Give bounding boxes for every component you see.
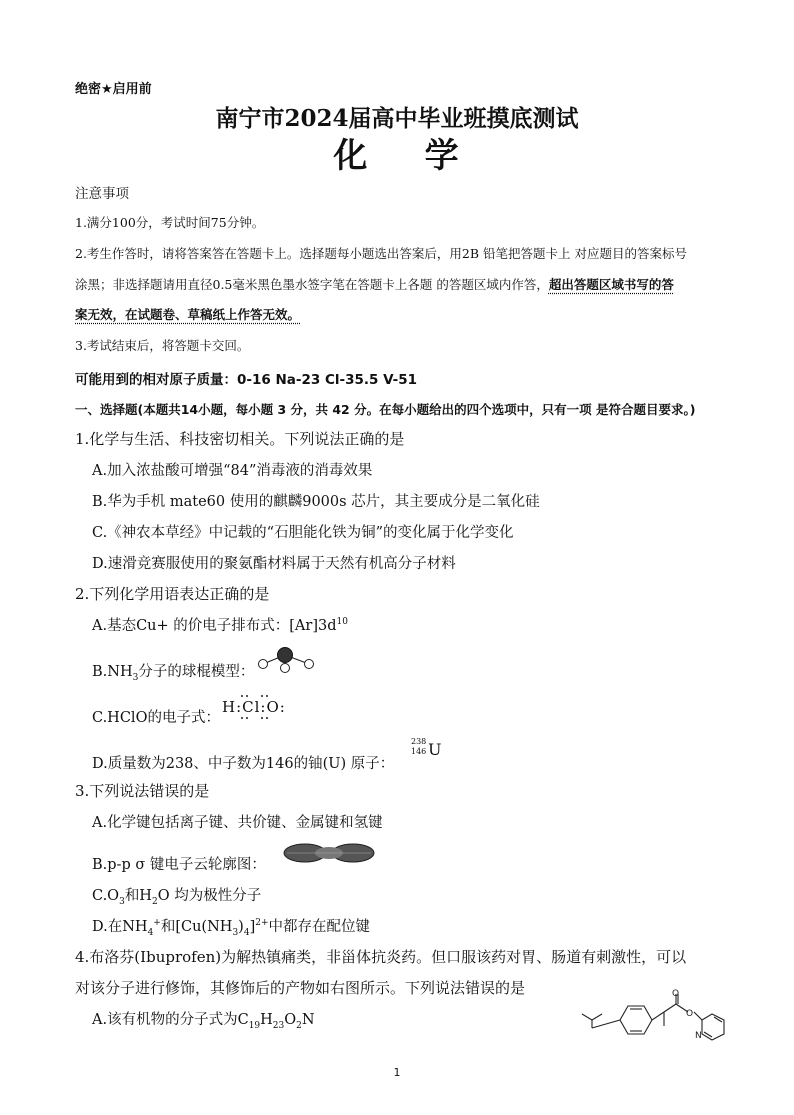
q2-b-text: B.NH [92, 664, 133, 680]
q3-d-sub-1: 4 [147, 927, 154, 938]
ester-oxygen-label: O [686, 1009, 694, 1019]
q3-d-sup-1: + [153, 918, 161, 929]
uranium-nuclide [411, 738, 426, 756]
q2-d-text: D.质量数为238、中子数为146的铀(U) 原子： [92, 756, 395, 772]
q4-a-sub-3: 2 [296, 1020, 302, 1031]
q1-stem: 1.化学与生活、科技密切相关。下列说法正确的是 [75, 430, 405, 448]
q3-c-text-3: O 均为极性分子 [157, 888, 262, 904]
q3-d-sub-3: 4 [243, 927, 250, 938]
note-2-line-1: 2.考生作答时，请将答案答在答题卡上。选择题每小题选出答案后，用2B 铅笔把答题卡上 对应题目的答案标号 [75, 246, 688, 261]
q3-c-text: C.O [92, 888, 120, 904]
note-3: 3.考试结束后，将答题卡交回。 [75, 338, 250, 353]
q3-d-text-3: ) [238, 919, 244, 935]
pyridine-nitrogen-label: N [695, 1031, 702, 1041]
q3-d-sup-2: 2+ [255, 918, 269, 929]
q2-a-text: A.基态Cu+ 的价电子排布式：[Ar]3d [92, 618, 337, 634]
q2-option-a [92, 614, 348, 635]
q4-line-2: 对该分子进行修饰，其修饰后的产物如右图所示。下列说法错误的是 [75, 979, 526, 997]
note-2-bold-text: 超出答题区域书写的答 [548, 277, 674, 292]
atomic-masses: 可能用到的相对原子质量：0-16 Na-23 Cl-35.5 V-51 [75, 372, 417, 388]
q1-option-a: A.加入浓盐酸可增强“84”消毒液的消毒效果 [92, 463, 373, 479]
q3-c-text-2: 和H [124, 888, 152, 904]
q2-c-text: C.HClO的电子式： [92, 710, 220, 726]
q3-option-c [92, 884, 261, 907]
q3-d-text-2: 和[Cu(NH [160, 919, 233, 935]
confidential-label: 绝密★启用前 [75, 82, 152, 97]
note-2-line-2 [75, 275, 674, 293]
neutron-number: 146 [411, 747, 427, 756]
hclo-electron-formula: H:Cl:O: [222, 698, 286, 716]
carbonyl-oxygen-label: O [672, 989, 680, 999]
q1-option-c: C.《神农本草经》中记载的“石胆能化铁为铜”的变化属于化学变化 [92, 525, 514, 541]
q3-d-sub-2: 3 [232, 927, 239, 938]
q1-option-d: D.速滑竞赛服使用的聚氨酯材料属于天然有机高分子材料 [92, 556, 456, 572]
note-1: 1.满分100分，考试时间75分钟。 [75, 215, 265, 230]
q3-c-sub-1: 3 [119, 896, 125, 907]
q2-option-b [92, 660, 254, 683]
electron-dots [238, 694, 278, 722]
q4-a-text: A.该有机物的分子式为C [92, 1012, 249, 1028]
q2-a-superscript: 10 [336, 617, 348, 628]
uranium-symbol: U [428, 740, 442, 759]
q3-stem: 3.下列说法错误的是 [75, 782, 210, 800]
q4-a-sub-1: 19 [248, 1020, 261, 1031]
page-number: 1 [393, 1066, 401, 1079]
q4-a-sub-2: 23 [272, 1020, 285, 1031]
q2-option-c [92, 706, 220, 727]
q4-option-a [92, 1008, 315, 1031]
q3-d-text-4: ] [249, 919, 256, 935]
q4-a-o: O [284, 1012, 297, 1028]
note-2-normal-text: 涂黑；非选择题请用直径0.5毫米黑色墨水签字笔在答题卡上各题 的答题区域内作答， [75, 277, 549, 292]
q2-b-subscript: 3 [132, 672, 139, 683]
subject-title: 化 学 [333, 136, 461, 176]
q4-a-n: N [301, 1012, 315, 1028]
q3-d-text-5: 中都存在配位键 [268, 919, 371, 935]
q3-option-b: B.p-p σ 键电子云轮廓图： [92, 857, 266, 873]
q2-stem: 2.下列化学用语表达正确的是 [75, 585, 270, 603]
q3-c-sub-2: 2 [151, 896, 158, 907]
q2-b-text-2: 分子的球棍模型： [138, 664, 255, 680]
molecule-structure-diagram [580, 990, 740, 1058]
section-title: 一、选择题(本题共14小题，每小题 3 分，共 42 分。在每小题给出的四个选项中，只有一项 是符合题目要求。) [75, 402, 696, 417]
q3-option-a: A.化学键包括离子键、共价键、金属键和氢键 [92, 815, 383, 831]
exam-title: 南宁市2024届高中毕业班摸底测试 [215, 105, 579, 132]
q1-option-b: B.华为手机 mate60 使用的麒麟9000s 芯片，其主要成分是二氧化硅 [92, 494, 540, 510]
notes-heading: 注意事项 [75, 186, 129, 202]
note-2-line-3: 案无效，在试题卷、草稿纸上作答无效。 [75, 307, 301, 322]
p-p-sigma-orbital-diagram [283, 842, 375, 864]
q2-option-d [92, 752, 394, 773]
q4-a-h: H [260, 1012, 273, 1028]
q3-option-d [92, 915, 370, 938]
mass-number: 238 [411, 737, 427, 746]
q3-d-text: D.在NH [92, 919, 148, 935]
nh3-ball-stick-model [255, 646, 317, 674]
q4-line-1: 4.布洛芬(Ibuprofen)为解热镇痛类，非甾体抗炎药。但口服该药对胃、肠道有刺激性，可以 [75, 948, 687, 966]
